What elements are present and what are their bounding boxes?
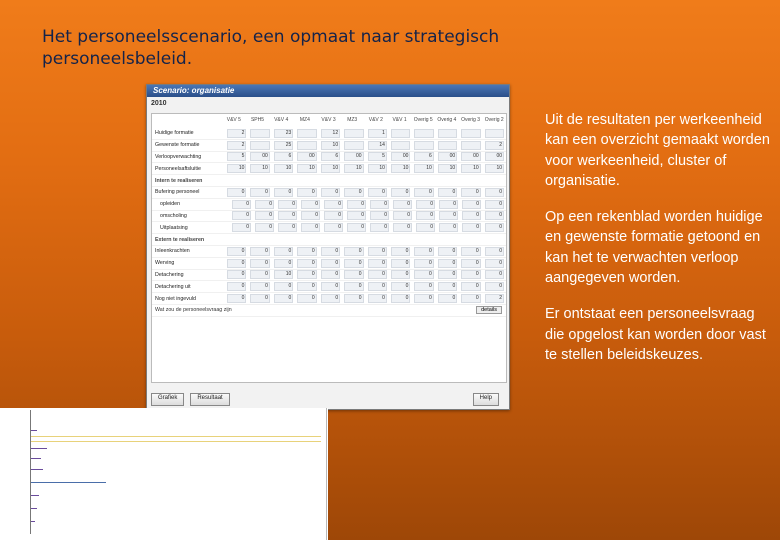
value-cell[interactable]: 0 (439, 211, 458, 220)
row-label: Werving (155, 260, 175, 267)
grafiek-button[interactable]: Grafiek (151, 393, 184, 406)
value-cell[interactable] (485, 129, 504, 138)
scenario-window (146, 84, 510, 410)
value-cell[interactable]: 0 (321, 294, 340, 303)
column-header: SPH5 (250, 117, 265, 123)
chart-bar (31, 495, 39, 496)
scenario-table (151, 113, 507, 383)
value-cell[interactable]: 0 (250, 247, 269, 256)
value-cell[interactable]: 0 (232, 211, 251, 220)
chart-line (31, 436, 321, 437)
row-label: Extern te realiseren (155, 236, 205, 243)
value-cell[interactable]: 0 (278, 200, 297, 209)
value-cell[interactable]: 0 (344, 247, 363, 256)
value-cell[interactable]: 0 (321, 282, 340, 291)
value-cell[interactable]: 10 (321, 141, 340, 150)
value-cell[interactable]: 10 (485, 164, 504, 173)
value-cell[interactable]: 0 (274, 188, 293, 197)
value-cell[interactable]: 0 (232, 200, 251, 209)
value-cell[interactable]: 2 (485, 141, 504, 150)
value-cell[interactable]: 0 (250, 282, 269, 291)
value-cell[interactable]: 2 (485, 294, 504, 303)
value-cell[interactable]: 0 (344, 188, 363, 197)
value-cell[interactable] (344, 141, 363, 150)
value-cell[interactable]: 00 (391, 152, 410, 161)
value-cell[interactable] (391, 141, 410, 150)
value-cell[interactable]: 0 (324, 223, 343, 232)
value-cell[interactable]: 0 (297, 259, 316, 268)
value-cell[interactable]: 0 (462, 200, 481, 209)
value-cell[interactable]: 2 (227, 141, 246, 150)
value-cell[interactable]: 12 (321, 129, 340, 138)
column-header: V&V 2 (368, 117, 383, 123)
row-label: Verloopverwachting (155, 153, 202, 160)
table-row (152, 187, 506, 199)
bullet-1: Uit de resultaten per werkeenheid kan een overzicht gemaakt worden voor werkeenheid, cluster of organisatie. (545, 112, 770, 189)
value-cell[interactable]: 0 (391, 259, 410, 268)
column-header: MZ4 (299, 117, 310, 123)
column-header: Overig 4 (437, 117, 457, 123)
value-cell[interactable]: 1 (368, 129, 387, 138)
value-cell[interactable]: 0 (255, 211, 274, 220)
value-cell[interactable]: 00 (344, 152, 363, 161)
value-cell[interactable]: 0 (438, 188, 457, 197)
value-cell[interactable]: 0 (461, 270, 480, 279)
value-cell[interactable]: 0 (485, 200, 504, 209)
value-cell[interactable] (438, 141, 457, 150)
row-label: Detachering (155, 271, 184, 278)
row-label: opleiden (160, 201, 181, 208)
value-cell[interactable]: 0 (344, 270, 363, 279)
value-cell[interactable]: 0 (232, 223, 251, 232)
chart-bar (31, 482, 106, 483)
value-cell[interactable]: 0 (344, 259, 363, 268)
value-cell[interactable]: 0 (344, 294, 363, 303)
bullet-3: Er ontstaat een personeelsvraag die opgelost kan worden door vast te stellen beleidskeuzes. (545, 306, 766, 363)
column-header: V&V 1 (392, 117, 407, 123)
column-header: V&V 3 (321, 117, 336, 123)
value-cell[interactable]: 0 (485, 270, 504, 279)
value-cell[interactable]: 0 (250, 270, 269, 279)
help-button[interactable]: Help (473, 393, 499, 406)
value-cell[interactable]: 0 (370, 223, 389, 232)
value-cell[interactable] (461, 141, 480, 150)
value-cell[interactable]: 10 (414, 164, 433, 173)
note-row (152, 305, 506, 317)
value-cell[interactable]: 0 (250, 294, 269, 303)
chart-legend (32, 536, 322, 540)
value-cell[interactable]: 0 (462, 211, 481, 220)
value-cell[interactable]: 6 (321, 152, 340, 161)
value-cell[interactable]: 10 (391, 164, 410, 173)
value-cell[interactable]: 0 (255, 200, 274, 209)
value-cell[interactable]: 6 (274, 152, 293, 161)
value-cell[interactable]: 0 (368, 270, 387, 279)
value-cell[interactable]: 0 (391, 282, 410, 291)
table-row (152, 258, 506, 270)
details-button[interactable]: details (476, 306, 502, 314)
value-cell[interactable] (414, 129, 433, 138)
value-cell[interactable]: 0 (393, 211, 412, 220)
row-label: Uitplaatsing (160, 224, 188, 231)
value-cell[interactable]: 0 (391, 270, 410, 279)
value-cell[interactable]: 0 (461, 294, 480, 303)
value-cell[interactable]: 00 (461, 152, 480, 161)
value-cell[interactable]: 0 (414, 282, 433, 291)
value-cell[interactable]: 0 (438, 270, 457, 279)
value-cell[interactable]: 0 (321, 188, 340, 197)
value-cell[interactable]: 0 (461, 247, 480, 256)
chart-y-axis (30, 410, 31, 534)
value-cell[interactable]: 10 (321, 164, 340, 173)
year-label: 2010 (151, 100, 167, 107)
chart-bar (31, 448, 47, 449)
row-label: Gewenste formatie (155, 142, 200, 149)
value-cell[interactable]: 0 (370, 200, 389, 209)
value-cell[interactable]: 0 (485, 259, 504, 268)
value-cell[interactable]: 00 (438, 152, 457, 161)
value-cell[interactable]: 0 (344, 282, 363, 291)
value-cell[interactable]: 00 (297, 152, 316, 161)
value-cell[interactable]: 0 (485, 247, 504, 256)
column-headers (222, 117, 506, 123)
value-cell[interactable]: 0 (297, 282, 316, 291)
value-cell[interactable]: 10 (250, 164, 269, 173)
value-cell[interactable]: 0 (368, 282, 387, 291)
row-label: Nog niet ingevuld (155, 295, 196, 302)
value-cell[interactable]: 0 (438, 259, 457, 268)
value-cell[interactable] (250, 129, 269, 138)
value-cell[interactable]: 0 (439, 200, 458, 209)
value-cell[interactable]: 00 (250, 152, 269, 161)
value-cell[interactable]: 0 (250, 188, 269, 197)
row-label: Personeelsaftsluitie (155, 165, 201, 172)
value-cell[interactable]: 5 (227, 152, 246, 161)
value-cell[interactable]: 0 (485, 282, 504, 291)
column-header: Overig 3 (461, 117, 480, 123)
table-row (152, 293, 506, 305)
chart-bar (31, 508, 37, 509)
chart-right-border (326, 408, 327, 540)
value-cell[interactable]: 0 (227, 247, 246, 256)
value-cell[interactable]: 0 (301, 211, 320, 220)
value-cell[interactable]: 0 (391, 294, 410, 303)
value-cell[interactable] (344, 129, 363, 138)
column-header: Overig 2 (484, 117, 504, 123)
value-cell[interactable]: 0 (227, 188, 246, 197)
table-row (152, 199, 506, 211)
value-cell[interactable]: 0 (347, 211, 366, 220)
value-cell[interactable]: 0 (438, 247, 457, 256)
value-cell[interactable]: 0 (321, 259, 340, 268)
value-cell[interactable]: 0 (324, 211, 343, 220)
value-cell[interactable]: 0 (414, 247, 433, 256)
value-cell[interactable]: 0 (274, 247, 293, 256)
column-header: MZ3 (347, 117, 358, 123)
value-cell[interactable]: 10 (344, 164, 363, 173)
value-cell[interactable]: 0 (324, 200, 343, 209)
value-cell[interactable]: 0 (368, 188, 387, 197)
row-label: Bufering personeel (155, 189, 200, 196)
value-cell[interactable]: 0 (250, 259, 269, 268)
value-cell[interactable]: 0 (227, 270, 246, 279)
value-cell[interactable]: 10 (297, 164, 316, 173)
value-cell[interactable]: 0 (274, 294, 293, 303)
value-cell[interactable]: 0 (393, 200, 412, 209)
value-cell[interactable]: 0 (297, 188, 316, 197)
bullet-list (545, 110, 770, 381)
table-row (152, 281, 506, 293)
value-cell[interactable]: 0 (278, 211, 297, 220)
window-footer (151, 393, 505, 406)
value-cell[interactable]: 0 (347, 200, 366, 209)
table-row (152, 128, 506, 140)
value-cell[interactable]: 0 (438, 294, 457, 303)
table-row (152, 152, 506, 164)
value-cell[interactable]: 0 (227, 294, 246, 303)
table-row (152, 175, 506, 187)
value-cell[interactable]: 0 (485, 223, 504, 232)
chart-line (31, 441, 321, 442)
value-cell[interactable]: 0 (321, 270, 340, 279)
column-header: V&V 5 (226, 117, 241, 123)
value-cell[interactable]: 0 (414, 259, 433, 268)
value-cell[interactable]: 0 (255, 223, 274, 232)
bullet-2: Op een rekenblad worden huidige en gewenste formatie getoond en kan het te verwachten verloop aangegeven worden. (545, 209, 763, 287)
value-cell[interactable]: 0 (485, 211, 504, 220)
value-cell[interactable]: 0 (391, 247, 410, 256)
value-cell[interactable]: 10 (274, 270, 293, 279)
row-label: Detachering uit (155, 283, 191, 290)
table-row (152, 222, 506, 234)
row-label: Huidige formatie (155, 130, 194, 137)
value-cell[interactable]: 10 (274, 164, 293, 173)
value-cell[interactable] (461, 129, 480, 138)
value-cell[interactable]: 10 (461, 164, 480, 173)
table-body (152, 128, 506, 317)
value-cell[interactable]: 23 (274, 129, 293, 138)
value-cell[interactable] (414, 141, 433, 150)
chart-bar (31, 521, 35, 522)
value-cell[interactable] (391, 129, 410, 138)
value-cell[interactable]: 0 (461, 188, 480, 197)
value-cell[interactable]: 6 (414, 152, 433, 161)
value-cell[interactable]: 0 (301, 223, 320, 232)
value-cell[interactable]: 5 (368, 152, 387, 161)
value-cell[interactable]: 0 (301, 200, 320, 209)
slide-title: Het personeelsscenario, een opmaat naar strategisch personeelsbeleid. (42, 27, 500, 69)
value-cell[interactable]: 0 (368, 294, 387, 303)
column-header: V&V 4 (274, 117, 289, 123)
value-cell[interactable]: 0 (297, 270, 316, 279)
chart-bar (31, 458, 41, 459)
value-cell[interactable]: 00 (485, 152, 504, 161)
value-cell[interactable]: 10 (438, 164, 457, 173)
table-row (152, 270, 506, 282)
value-cell[interactable]: 0 (414, 270, 433, 279)
value-cell[interactable]: 0 (416, 223, 435, 232)
value-cell[interactable]: 0 (438, 282, 457, 291)
value-cell[interactable]: 14 (368, 141, 387, 150)
column-header: Overig 5 (413, 117, 433, 123)
value-cell[interactable]: 0 (461, 259, 480, 268)
value-cell[interactable] (250, 141, 269, 150)
value-cell[interactable]: 0 (274, 282, 293, 291)
table-row (152, 211, 506, 223)
chart-bar (31, 469, 43, 470)
value-cell[interactable]: 0 (461, 282, 480, 291)
value-cell[interactable]: 0 (274, 259, 293, 268)
value-cell[interactable]: 10 (227, 164, 246, 173)
value-cell[interactable] (297, 129, 316, 138)
value-cell[interactable]: 0 (321, 247, 340, 256)
value-cell[interactable]: 0 (278, 223, 297, 232)
table-row (152, 140, 506, 152)
value-cell[interactable]: 0 (416, 200, 435, 209)
table-row (152, 234, 506, 246)
value-cell[interactable] (438, 129, 457, 138)
value-cell[interactable]: 0 (462, 223, 481, 232)
chart-thumbnail (0, 408, 328, 540)
value-cell[interactable]: 0 (414, 188, 433, 197)
value-cell[interactable]: 0 (393, 223, 412, 232)
value-cell[interactable]: 2 (227, 129, 246, 138)
row-label: Intern te realiseren (155, 177, 203, 184)
note-text: Wat zou de personeelsvraag zijn (155, 307, 232, 314)
table-row (152, 246, 506, 258)
value-cell[interactable]: 0 (297, 294, 316, 303)
window-title: Scenario: organisatie (147, 85, 509, 97)
value-cell[interactable]: 0 (416, 211, 435, 220)
row-label: omscholing (160, 212, 187, 219)
value-cell[interactable]: 0 (485, 188, 504, 197)
value-cell[interactable]: 0 (347, 223, 366, 232)
value-cell[interactable]: 0 (391, 188, 410, 197)
value-cell[interactable]: 0 (227, 259, 246, 268)
table-row (152, 163, 506, 175)
value-cell[interactable]: 0 (370, 211, 389, 220)
value-cell[interactable]: 0 (414, 294, 433, 303)
value-cell[interactable]: 0 (227, 282, 246, 291)
value-cell[interactable]: 25 (274, 141, 293, 150)
value-cell[interactable]: 10 (368, 164, 387, 173)
value-cell[interactable]: 0 (368, 259, 387, 268)
row-label: Inleenkrachten (155, 248, 190, 255)
value-cell[interactable]: 0 (297, 247, 316, 256)
value-cell[interactable]: 0 (368, 247, 387, 256)
value-cell[interactable] (297, 141, 316, 150)
value-cell[interactable]: 0 (439, 223, 458, 232)
chart-bar (31, 430, 37, 431)
resultaat-button[interactable]: Resultaat (190, 393, 229, 406)
